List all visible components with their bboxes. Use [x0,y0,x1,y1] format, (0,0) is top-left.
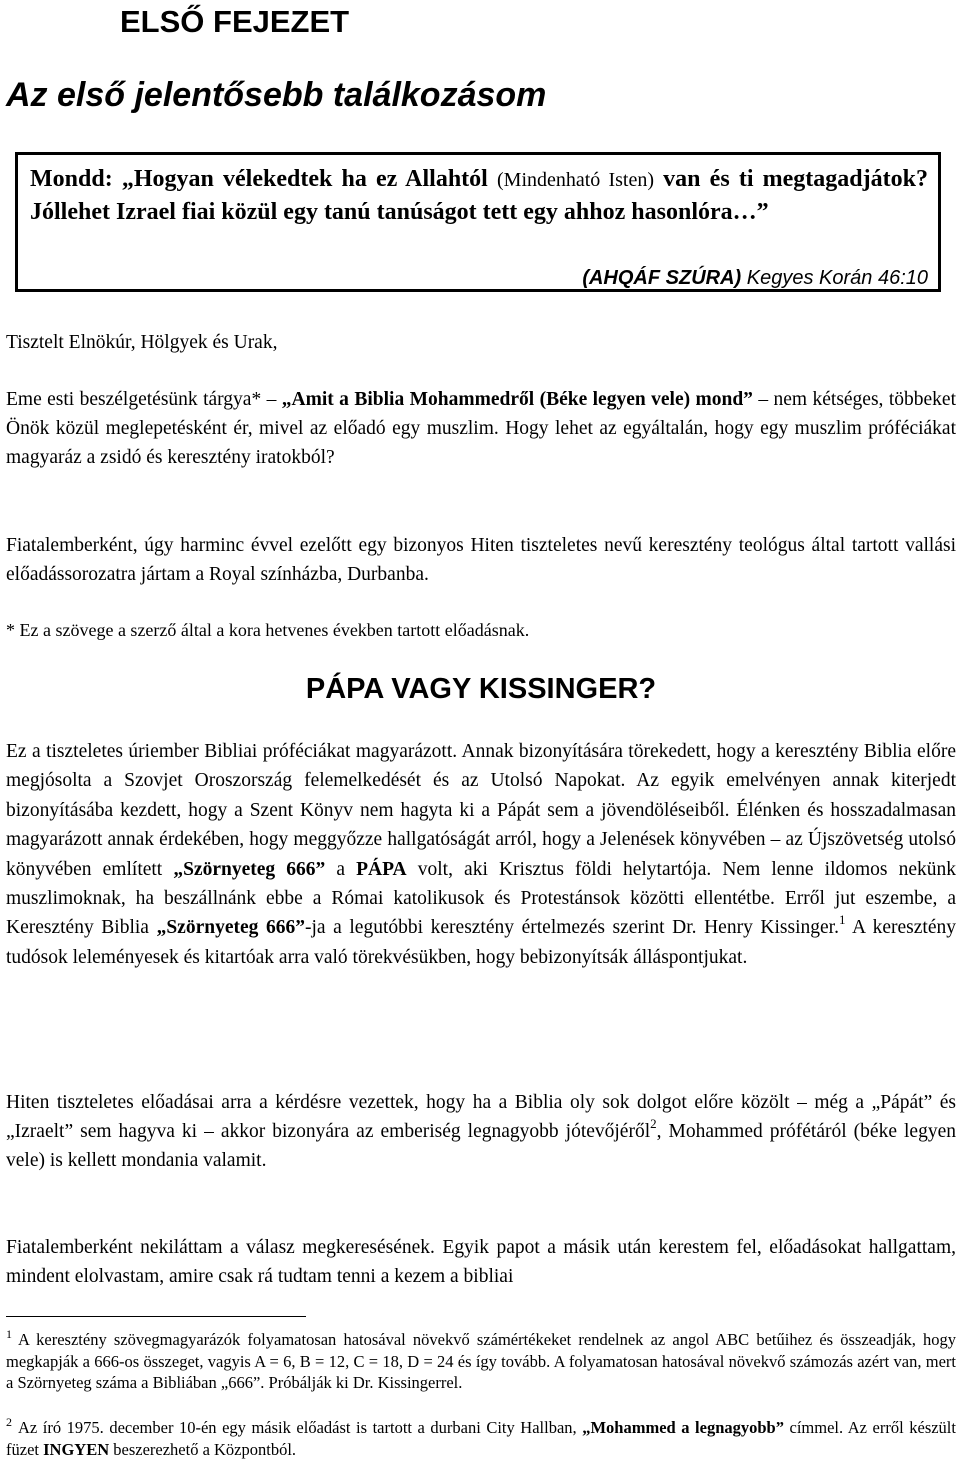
paragraph-5: Fiatalemberként nekiláttam a válasz megkeresésének. Egyik papot a másik után kerestem fel, előadásokat hallgattam, mindent elolvastam, amire csak rá tudtam tenni a kezem a bibliai [6,1237,956,1287]
section-heading: PÁPA VAGY KISSINGER? [305,673,657,705]
quote-reference: (AHQÁF SZÚRA) Kegyes Korán 46:10 [582,267,928,289]
quote-text: Mondd: „Hogyan vélekedtek ha ez Allahtól (Mindenható Isten) van és ti megtagadjátok? Jóllehet Izrael fiai közül egy tanú tanúságot tett egy ahhoz hasonlóra…” [30,166,928,225]
paragraph-3: Ez a tiszteletes úriember Bibliai próféciákat magyarázott. Annak bizonyítására törekedett, hogy a keresztény Biblia előre megjósolta a Szovjet Oroszország felemelkedését és az Utolsó Napokat. Az egyik emelvényen annak kiterjedt bizonyításába kezdett, hogy a Szent Könyv nem hagyta ki a Pápát sem a jövendöléseiből. Élénken és hosszadalmasan magyarázott annak érdekében, hogy meggyőzze hallgatóságát arról, hogy a Jelenések könyvében – az Újszövetség utolsó könyvében említett „Szörnyeteg 666” a PÁPA volt, aki Krisztus földi helytartója. Nem lenne ildomos nekünk muszlimoknak, ha beszállnánk ebbe a Római katolikusok és Protestánsok közötti ellentétbe. Erről jut eszembe, a Keresztény Biblia „Szörnyeteg 666”-ja a legutóbbi keresztény értelmezés szerint Dr. Henry Kissinger.$^1$ A keresztény tudósok leleményesek és kitartóak arra való törekvésükben, hogy bebizonyítsák álláspontjukat. [6,741,956,968]
footnote-2: $^2$ Az író 1975. december 10-én egy másik előadást is tartott a durbani City Hallban, „Mohammed a legnagyobb” címmel. Az erről készült füzet INGYEN beszerezhető a Központból. [6,1415,956,1459]
footnote-divider [6,1316,306,1317]
chapter-title: Az első jelentősebb találkozásom [6,76,547,114]
paragraph-1: Eme esti beszélgetésünk tárgya* – „Amit a Biblia Mohammedről (Béke legyen vele) mond” – nem kétséges, többeket Önök közül meglepetésként ér, mivel az előadó egy muszlim. Hogy lehet az egyáltalán, hogy egy muszlim próféciákat magyaráz a zsidó és keresztény iratokból? [6,389,956,468]
paragraph-2: Fiatalemberként, úgy harminc évvel ezelőtt egy bizonyos Hiten tiszteletes nevű keresztény teológus által tartott vallási előadássorozatra jártam a Royal színházba, Durbanba. [6,535,956,585]
footnote-ref-1[interactable]: 1 [838,912,846,928]
quote-box [15,152,941,292]
footnote-star: * Ez a szövege a szerző által a kora hetvenes években tartott előadásnak. [6,620,530,640]
paragraph-4: Hiten tiszteletes előadásai arra a kérdésre vezettek, hogy ha a Biblia oly sok dolgot előre közölt – még a „Pápát” és „Izraelt” sem hagyva ki – akkor bizonyára az emberiség legnagyobb jótevőjéről$^2$, Mohammed prófétáról (béke legyen vele) is kellett mondania valamit. [6,1092,956,1171]
footnote-1: $^1$ A keresztény szövegmagyarázók folyamatosan hatosával növekvő számértékeket rendelnek az angol ABC betűihez és összeadják, hogy megkapják a 666-os összeget, vagyis A = 6, B = 12, C = 18, D = 24 és így tovább. A folyamatosan hatosával növekvő számozás azért van, mert a Szörnyeteg száma a Bibliában „666”. Próbálják ki Dr. Kissingerrel. [6,1327,956,1392]
chapter-heading: ELSŐ FEJEZET [120,4,350,39]
greeting: Tisztelt Elnökúr, Hölgyek és Urak, [6,332,278,353]
footnote-ref-2[interactable]: 2 [650,1116,657,1131]
